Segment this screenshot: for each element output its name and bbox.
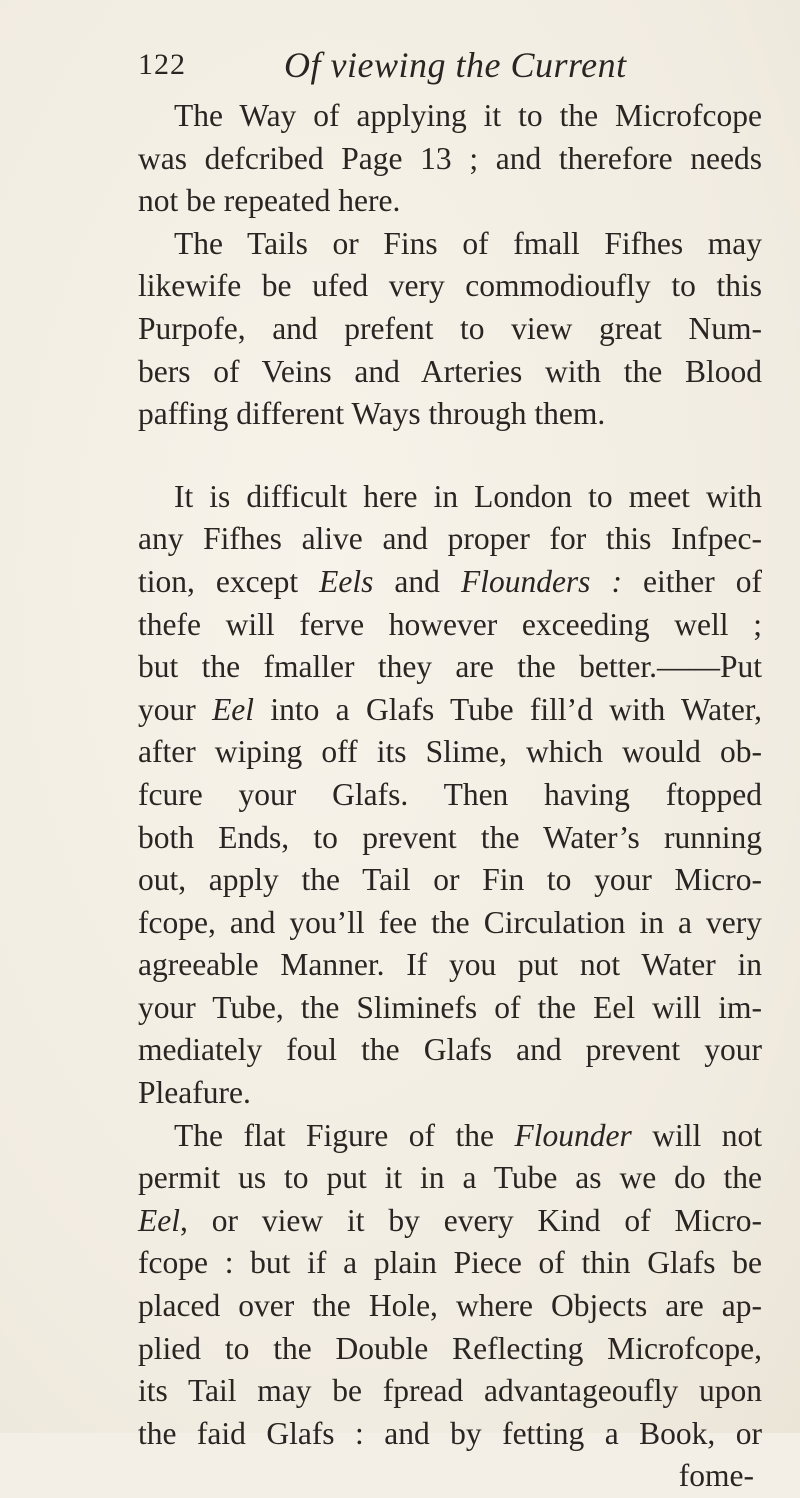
text-line: bers of Veins and Arteries with the Blood [138, 353, 762, 389]
page-body [138, 95, 762, 1498]
page-header [138, 44, 738, 94]
text-segment: either of [621, 563, 763, 599]
text-line [138, 561, 762, 604]
text-line: Pleafure. [138, 1075, 251, 1111]
text-line: thefe will ferve however exceeding well ; [138, 606, 762, 642]
italic-word-eel: Eel [138, 1202, 180, 1238]
text-line: mediately foul the Glafs and prevent your [138, 1032, 762, 1068]
text-line [138, 476, 762, 519]
text-line: likewife be ufed very commodioufly to this [138, 268, 762, 304]
paragraph-4 [138, 1115, 762, 1456]
text-line: your Tube, the Sliminefs of the Eel will im- [138, 989, 762, 1025]
text-line: paffing different Ways through them. [138, 396, 606, 432]
text-segment: your [138, 691, 213, 727]
running-head: Of viewing the Current [284, 45, 627, 85]
text-line: out, apply the Tail or Fin to your Micro- [138, 862, 762, 898]
text-line: the faid Glafs : and by fetting a Book, or [138, 1415, 762, 1451]
text-line: both Ends, to prevent the Water’s running [138, 819, 762, 855]
italic-word-eel: Eel [212, 691, 255, 727]
text-line: agreeable Manner. If you put not Water in [138, 947, 762, 983]
paragraph-2 [138, 223, 762, 436]
paragraph-gap [138, 436, 762, 476]
text-line [138, 689, 762, 732]
italic-word-flounders: Flounders : [460, 563, 622, 599]
text-line: permit us to put it in a Tube as we do the [138, 1160, 762, 1196]
text-segment: will not [631, 1117, 762, 1153]
text-line: fcure your Glafs. Then having ftopped [138, 776, 762, 812]
text-segment: , or view it by every Kind of Micro- [179, 1202, 762, 1238]
text-line: its Tail may be fpread advantageoufly upon [138, 1373, 762, 1409]
text-line: any Fifhes alive and proper for this Infpec- [138, 521, 762, 557]
text-line: not be repeated here. [138, 183, 401, 219]
page-number: 122 [138, 48, 186, 81]
text-line: plied to the Double Reflecting Microfcope, [138, 1330, 762, 1366]
italic-word-flounder: Flounder [514, 1117, 632, 1153]
text-segment: It is difficult here in London to meet with [174, 478, 762, 514]
text-line [138, 1200, 762, 1243]
text-line: but the fmaller they are the better.——Put [138, 649, 762, 685]
text-line [138, 1115, 762, 1158]
text-line: fcope, and you’ll fee the Circulation in a very [138, 904, 762, 940]
catchword: fome- [678, 1458, 754, 1494]
text-segment: into a Glafs Tube fill’d with Water, [254, 691, 762, 727]
text-line: Purpofe, and prefent to view great Num- [138, 310, 762, 346]
paragraph-3 [138, 476, 762, 1115]
text-segment: and [373, 563, 461, 599]
text-line: The Tails or Fins of fmall Fifhes may [174, 225, 762, 261]
text-segment: tion, except [138, 563, 320, 599]
text-line: was defcribed Page 13 ; and therefore needs [138, 140, 762, 176]
text-line: fcope : but if a plain Piece of thin Glafs be [138, 1245, 762, 1281]
text-line: The Way of applying it to the Microfcope [174, 98, 762, 133]
text-line: placed over the Hole, where Objects are ap- [138, 1288, 762, 1324]
paragraph-1 [138, 95, 762, 223]
text-segment: The flat Figure of the [174, 1117, 515, 1153]
italic-word-eels: Eels [319, 563, 374, 599]
text-line: after wiping off its Slime, which would ob- [138, 734, 762, 770]
